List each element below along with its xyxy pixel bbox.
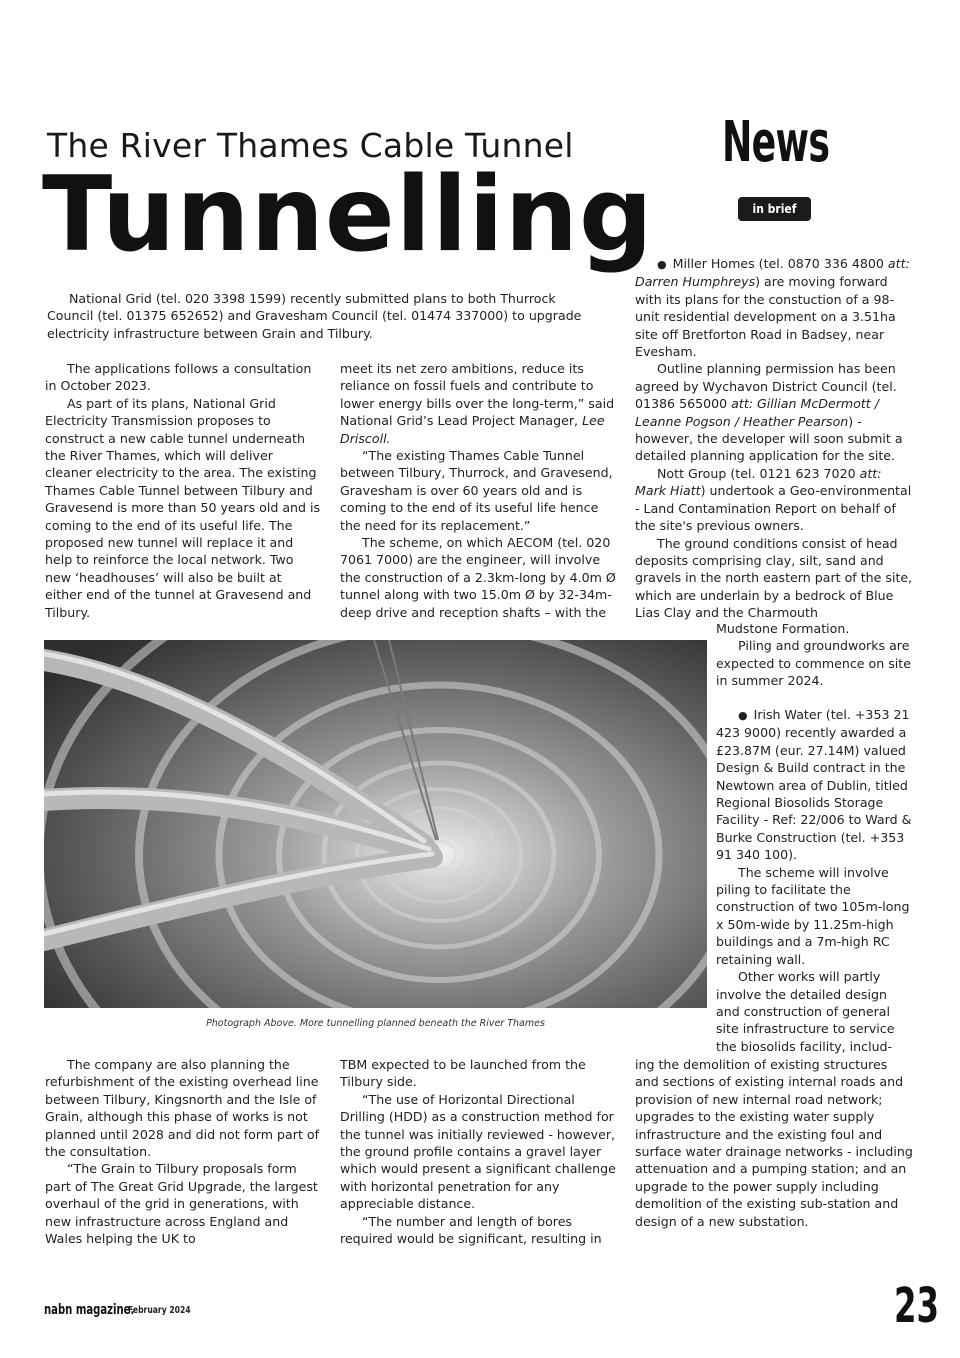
tunnel-photo bbox=[44, 640, 707, 1008]
paragraph: Other works will partly involve the detailed design and construction of general site infrastructure to service the biosolids facility, includ- bbox=[716, 969, 895, 1054]
paragraph: Mudstone Formation. bbox=[716, 621, 850, 636]
news-column-narrow bbox=[716, 620, 914, 690]
paragraph: The company are also planning the refurbishment of the existing overhead line between Tilbury, Kingsnorth and the Isle of Grain, although this phase of works is not planned until 2028 and did not form part of the consultation. bbox=[45, 1057, 320, 1160]
attention-contact: att: Gillian McDermott / Leanne Pogson / Heather Pearson bbox=[635, 396, 879, 429]
news-column-continued bbox=[635, 1056, 913, 1230]
paragraph: “The existing Thames Cable Tunnel between Tilbury, Thurrock, and Gravesend, Gravesham is over 60 years old and is coming to the end of its useful life hence the need for its replacement.” bbox=[340, 448, 613, 533]
magazine-brand: nabn magazine. bbox=[44, 1302, 135, 1318]
paragraph: The scheme, on which AECOM (tel. 020 7061 7000) are the engineer, will involve the construction of a 2.3km-long by 4.0m Ø tunnel along with two 15.0m Ø by 32-34m-deep drive and reception shafts – with the bbox=[340, 535, 616, 620]
paragraph: The ground conditions consist of head deposits comprising clay, silt, sand and gravels in the north eastern part of the site, which are underlain by a bedrock of Blue Lias Clay and the Charmouth bbox=[635, 535, 913, 621]
news-text: Outline planning permission has been agreed by Wychavon District Council (tel. 01386 565000 bbox=[635, 361, 897, 412]
person-name: Lee Driscoll. bbox=[340, 413, 605, 446]
paragraph: As part of its plans, National Grid Electricity Transmission proposes to construct a new cable tunnel underneath the River Thames, which will deliver cleaner electricity to the area. The existing Thames Cable Tunnel between Tilbury and Gravesend is more than 50 years old and is coming to the end of its useful life. The proposed new tunnel will replace it and help to reinforce the local network. Two new ‘headhouses’ will also be built at either end of the tunnel at Gravesend and Tilbury. bbox=[45, 395, 321, 620]
news-item-irish-water bbox=[716, 706, 914, 1055]
paragraph: “The number and length of bores required would be significant, resulting in bbox=[340, 1213, 602, 1247]
attention-contact: att: Darren Humphreys bbox=[635, 256, 910, 290]
photo-caption: Photograph Above. More tunnelling planned beneath the River Thames bbox=[206, 1018, 545, 1029]
paragraph: Piling and groundworks are expected to commence on site in summer 2024. bbox=[716, 638, 911, 689]
news-text: ) undertook a Geo-environmental - Land Contamination Report on behalf of the site's previous owners. bbox=[635, 483, 912, 534]
paragraph: TBM expected to be launched from the Tilbury side. bbox=[340, 1057, 586, 1090]
paragraph: The scheme will involve piling to facilitate the construction of two 105m-long x 50m-wide by 11.25m-high buildings and a 7m-high RC retaining wall. bbox=[716, 864, 910, 967]
article-column-1-bottom bbox=[45, 1056, 321, 1247]
news-item-miller-homes bbox=[635, 255, 913, 360]
news-section-title: News bbox=[722, 110, 830, 175]
paragraph: “The Grain to Tilbury proposals form part of The Great Grid Upgrade, the largest overhaul of the grid in generations, with new infrastructure across England and Wales helping the UK to bbox=[45, 1161, 318, 1247]
article-intro: National Grid (tel. 020 3398 1599) recently submitted plans to both Thurrock Council (tel. 01375 652652) and Gravesham Council (tel. 01474 337000) to upgrade electricity infrastructure between Grain and Tilbury. bbox=[47, 291, 582, 341]
paragraph bbox=[635, 465, 913, 535]
paragraph bbox=[340, 360, 620, 447]
paragraph: ● Irish Water (tel. +353 21 423 9000) recently awarded a £23.87M (eur. 27.14M) valued Design & Build contract in the Newtown area of Dublin, titled Regional Biosolids Storage Facility - Ref: 22/006 to Ward & Burke Construction (tel. +353 91 340 100). bbox=[716, 706, 914, 864]
page-number: 23 bbox=[894, 1278, 940, 1334]
paragraph bbox=[635, 360, 913, 464]
paragraph: The applications follows a consultation in October 2023. bbox=[45, 361, 312, 394]
paragraph: ing the demolition of existing structures and sections of existing internal roads and provision of new internal road network; upgrades to the existing water supply infrastructure and the existing foul and surface water drainage networks - including attenuation and a pumping station; and an upgrade to the power supply including demolition of the existing sub-station and design of a new substation. bbox=[635, 1057, 913, 1229]
quote-text: meet its net zero ambitions, reduce its reliance on fossil fuels and contribute to lower energy bills over the long-term,” said National Grid’s Lead Project Manager, bbox=[340, 361, 615, 429]
news-text: ) - however, the developer will soon submit a detailed planning application for the site. bbox=[635, 413, 903, 464]
news-text: Nott Group (tel. 0121 623 7020 bbox=[657, 465, 856, 481]
article-kicker: The River Thames Cable Tunnel bbox=[47, 126, 574, 165]
news-text: ) are moving forward with its plans for the constuction of a 98-unit residential development on a 3.51ha site off Bretforton Road in Badsey, near Evesham. bbox=[635, 274, 896, 360]
news-text: Miller Homes (tel. 0870 336 4800 bbox=[672, 256, 884, 271]
article-column-2 bbox=[340, 360, 620, 621]
attention-contact: att: Mark Hiatt bbox=[635, 465, 882, 499]
issue-date: February 2024 bbox=[128, 1305, 191, 1316]
article-headline: Tunnelling bbox=[42, 155, 654, 275]
paragraph: “The use of Horizontal Directional Drilling (HDD) as a construction method for the tunnel was initially reviewed - however, the ground profile contains a gravel layer which would present a significant challenge with horizontal penetration for any appreciable distance. bbox=[340, 1091, 616, 1212]
news-column bbox=[635, 255, 913, 622]
article-column-2-bottom bbox=[340, 1056, 620, 1247]
article-column-1 bbox=[45, 360, 321, 621]
in-brief-badge: in brief bbox=[738, 197, 811, 221]
